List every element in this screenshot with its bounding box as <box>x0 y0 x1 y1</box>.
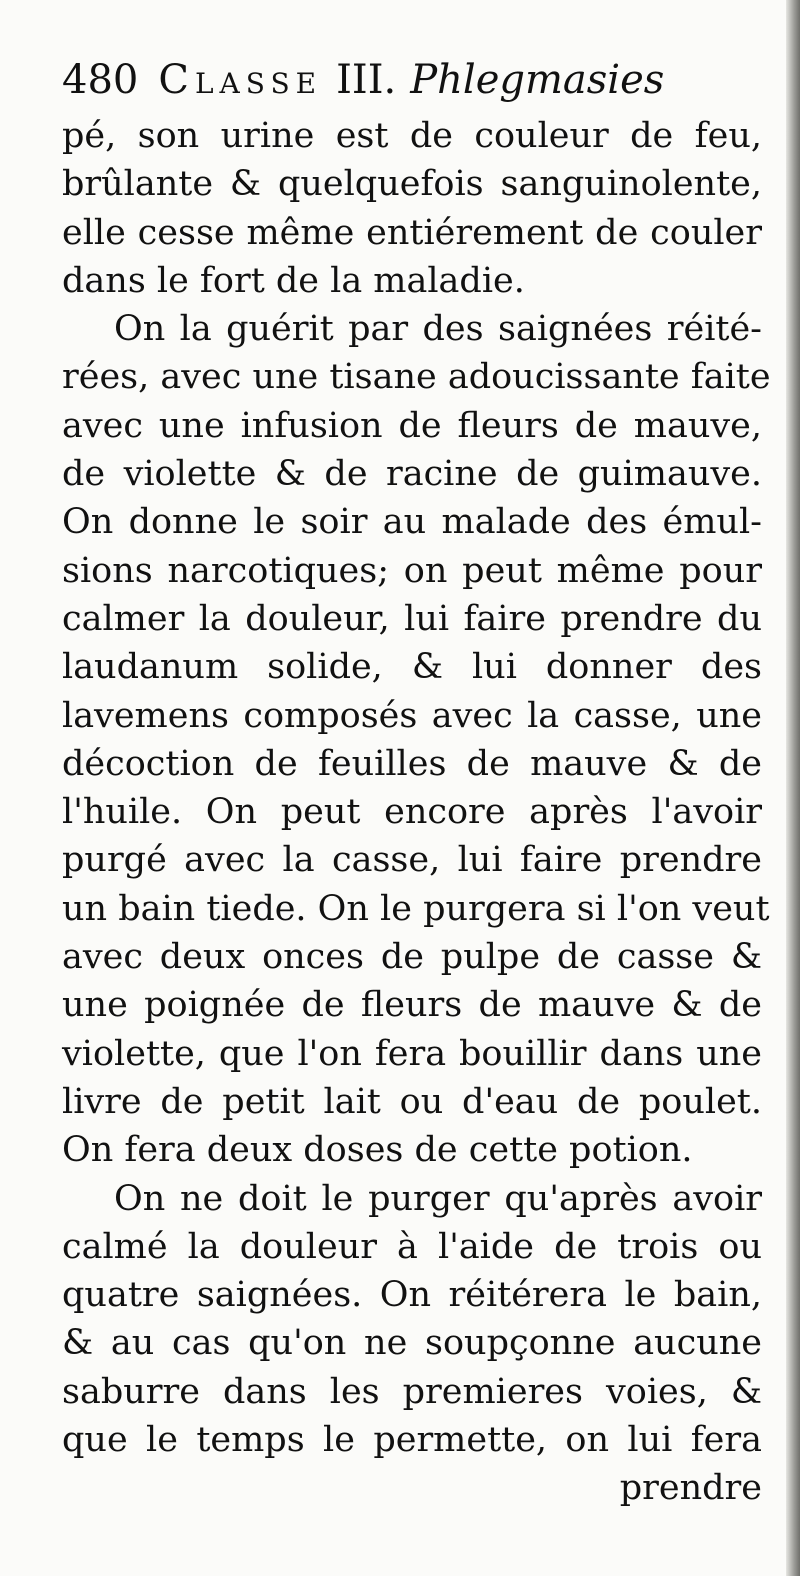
text-line: décoction de feuilles de mauve & de <box>62 743 762 784</box>
text-line: purgé avec la casse, lui faire prendre <box>62 840 762 881</box>
text-line: On donne le soir au malade des émul- <box>62 502 762 543</box>
text-line: violette, que l'on fera bouillir dans une <box>62 1033 762 1074</box>
text-line: quatre saignées. On réitérera le bain, <box>62 1275 762 1316</box>
text-line: un bain tiede. On le purgera si l'on veut <box>62 888 770 929</box>
text-line: l'huile. On peut encore après l'avoir <box>62 792 762 833</box>
text-line: On la guérit par des saignées réité- <box>114 309 762 350</box>
page-edge-shadow <box>786 0 800 1576</box>
text-line: avec une infusion de fleurs de mauve, <box>62 405 762 446</box>
text-line: que le temps le permette, on lui fera <box>62 1420 762 1461</box>
text-line: pé, son urine est de couleur de feu, <box>62 116 762 156</box>
text-line: avec deux onces de pulpe de casse & <box>62 937 762 978</box>
text-line: livre de petit lait ou d'eau de poulet. <box>62 1081 762 1122</box>
paragraph <box>62 1175 762 1465</box>
subject-title: Phlegmasies <box>410 57 665 103</box>
text-line: rées, avec une tisane adoucissante faite <box>62 357 771 398</box>
text-line: lavemens composés avec la casse, une <box>62 695 762 736</box>
text-line: & au cas qu'on ne soupçonne aucune <box>62 1323 762 1364</box>
classe-number: III. <box>336 57 397 103</box>
text-line: elle cesse même entiérement de couler <box>62 212 762 253</box>
text-line: dans le fort de la maladie. <box>62 260 525 301</box>
text-line: une poignée de fleurs de mauve & de <box>62 985 762 1026</box>
classe-label: Classe <box>158 57 323 103</box>
text-line: saburre dans les premieres voies, & <box>62 1371 762 1412</box>
text-line: calmer la douleur, lui faire prendre du <box>62 598 762 639</box>
text-line: On fera deux doses de cette potion. <box>62 1130 693 1171</box>
page-number: 480 <box>62 57 139 103</box>
text-line: sions narcotiques; on peut même pour <box>62 550 762 591</box>
body-text <box>62 112 771 1464</box>
text-line: On ne doit le purger qu'après avoir <box>114 1178 762 1219</box>
text-block <box>62 48 771 1513</box>
text-line: brûlante & quelquefois sanguinolente, <box>62 164 762 205</box>
text-line: de violette & de racine de guimauve. <box>62 454 762 495</box>
running-head <box>62 48 762 112</box>
text-line: laudanum solide, & lui donner des <box>62 647 762 688</box>
paragraph <box>62 305 771 1174</box>
catchword: prendre <box>619 1468 762 1509</box>
text-line: calmé la douleur à l'aide de trois ou <box>62 1226 762 1267</box>
paragraph <box>62 112 762 305</box>
